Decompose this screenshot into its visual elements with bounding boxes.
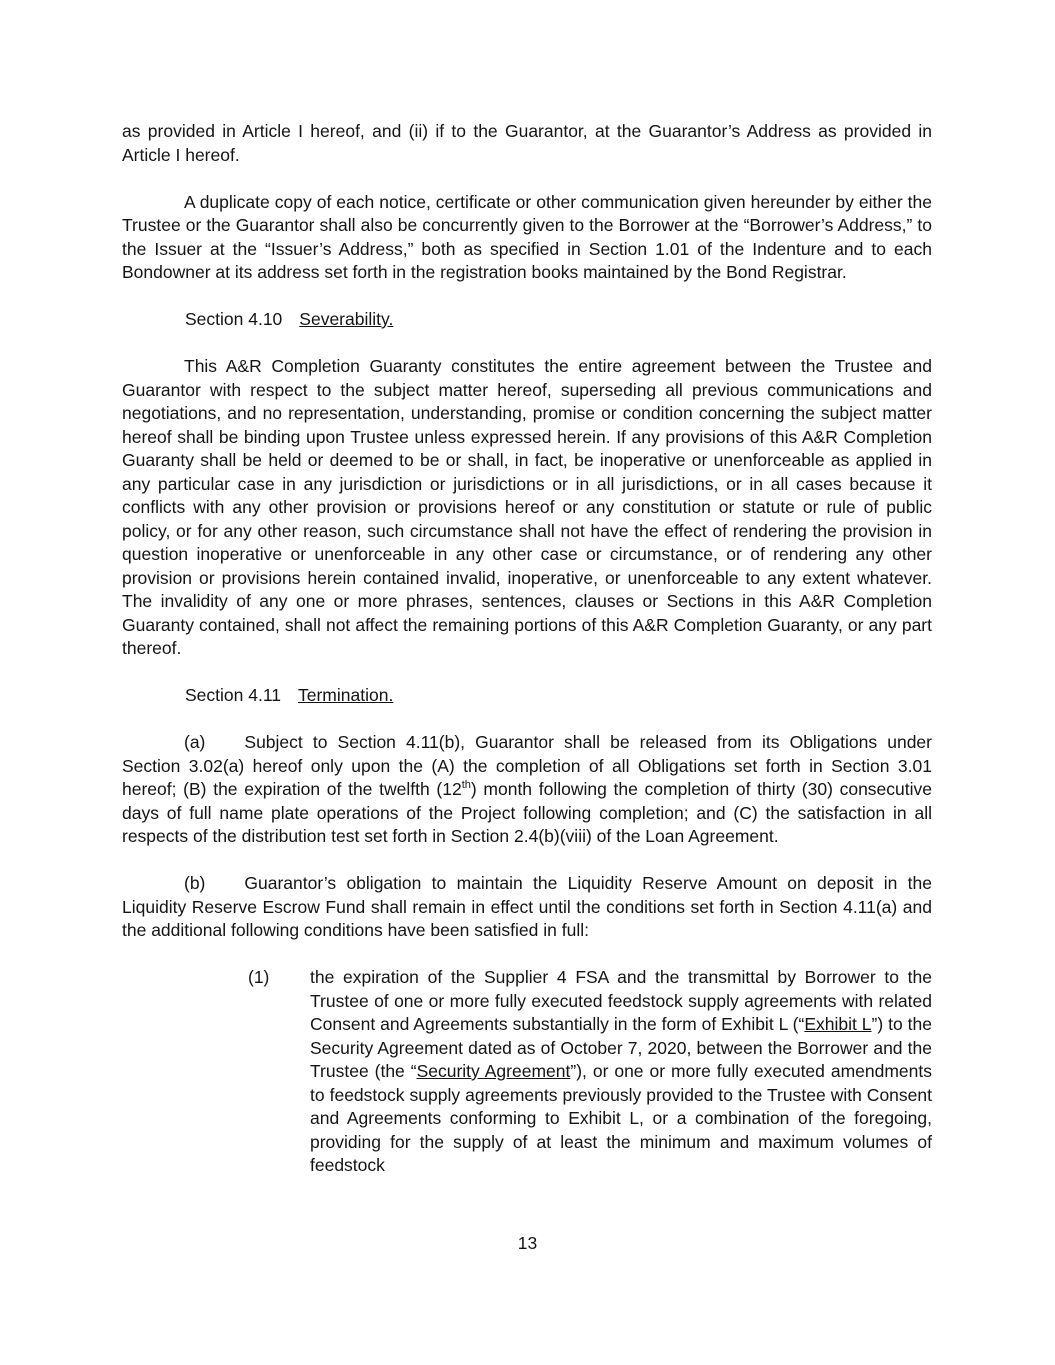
text-run: the expiration of the Supplier 4 FSA and the transmittal by Borrower to the Trustee of one or more fully executed feedstock supply agreements with related Consent and Agreements substantially in the form of Exhibit L (“ bbox=[310, 967, 932, 1034]
numbered-list-item bbox=[248, 966, 932, 1178]
paragraph bbox=[122, 120, 932, 167]
section-heading bbox=[122, 308, 932, 332]
text-run: (b) bbox=[184, 873, 206, 893]
text-run: (a) bbox=[184, 732, 206, 752]
underlined-term: Security Agreement bbox=[416, 1061, 571, 1081]
paragraph bbox=[122, 191, 932, 285]
section-title: Severability. bbox=[299, 309, 394, 329]
list-item-number: (1) bbox=[248, 967, 270, 987]
section-number: Section 4.11 bbox=[185, 685, 281, 705]
text-run: ) month following the completion of thirty (30) consecutive days of full name plate operations of the Project following completion; and (C) the satisfaction in all respects of the distribution test set forth in Section 2.4(b)(viii) of the Loan Agreement. bbox=[122, 779, 933, 846]
list-item-text bbox=[310, 966, 932, 1178]
text-run: Guarantor’s obligation to maintain the Liquidity Reserve Amount on deposit in the Liquidity Reserve Escrow Fund shall remain in effect until the conditions set forth in Section 4.11(a) and the additional following conditions have been satisfied in full: bbox=[122, 873, 932, 940]
section-heading bbox=[122, 684, 932, 708]
text-run: ”) to the Security Agreement dated as of October 7, 2020, between the Borrower and the Trustee (the “ bbox=[310, 1014, 932, 1081]
text-run: Subject to Section 4.11(b), Guarantor shall be released from its Obligations under Section 3.02(a) hereof only upon the (A) the completion of all Obligations set forth in Section 3.01 hereof; (B) the expiration of the twelfth (12 bbox=[122, 732, 932, 799]
text-run: ”), or one or more fully executed amendments to feedstock supply agreements previously provided to the Trustee with Consent and Agreements conforming to Exhibit L, or a combination of the foregoing, providing for the supply of at least the minimum and maximum volumes of feedstock bbox=[310, 1061, 933, 1175]
document-content bbox=[122, 120, 932, 1201]
section-number: Section 4.10 bbox=[185, 309, 283, 329]
paragraph bbox=[122, 872, 932, 943]
underlined-term: Exhibit L bbox=[804, 1014, 872, 1034]
paragraph bbox=[122, 355, 932, 661]
paragraph bbox=[122, 731, 932, 849]
superscript-text: th bbox=[461, 779, 471, 792]
section-title: Termination. bbox=[298, 685, 394, 705]
text-run: as provided in Article I hereof, and (ii) if to the Guarantor, at the Guarantor’s Address as provided in Article I hereof. bbox=[122, 121, 932, 165]
text-run: A duplicate copy of each notice, certificate or other communication given hereunder by either the Trustee or the Guarantor shall also be concurrently given to the Borrower at the “Borrower’s Address,” to the Issuer at the “Issuer’s Address,” both as specified in Section 1.01 of the Indenture and to each Bondowner at its address set forth in the registration books maintained by the Bond Registrar. bbox=[122, 191, 932, 282]
text-run: This A&R Completion Guaranty constitutes the entire agreement between the Trustee and Guarantor with respect to the subject matter hereof, superseding all previous communications and negotiations, and no representation, understanding, promise or condition concerning the subject matter hereof shall be binding upon Trustee unless expressed herein. If any provisions of this A&R Completion Guaranty shall be held or deemed to be or shall, in fact, be inoperative or unenforceable as applied in any particular case in any jurisdiction or jurisdictions or in all jurisdictions, or in all cases because it conflicts with any other provision or provisions hereof or any constitution or statute or rule of public policy, or for any other reason, such circumstance shall not have the effect of rendering the provision in question inoperative or unenforceable in any other case or circumstance, or of rendering any other provision or provisions herein contained invalid, inoperative, or unenforceable to any extent whatever. The invalidity of any one or more phrases, sentences, clauses or Sections in this A&R Completion Guaranty contained, shall not affect the remaining portions of this A&R Completion Guaranty, or any part thereof. bbox=[122, 356, 932, 658]
page-number: 13 bbox=[517, 1233, 538, 1253]
